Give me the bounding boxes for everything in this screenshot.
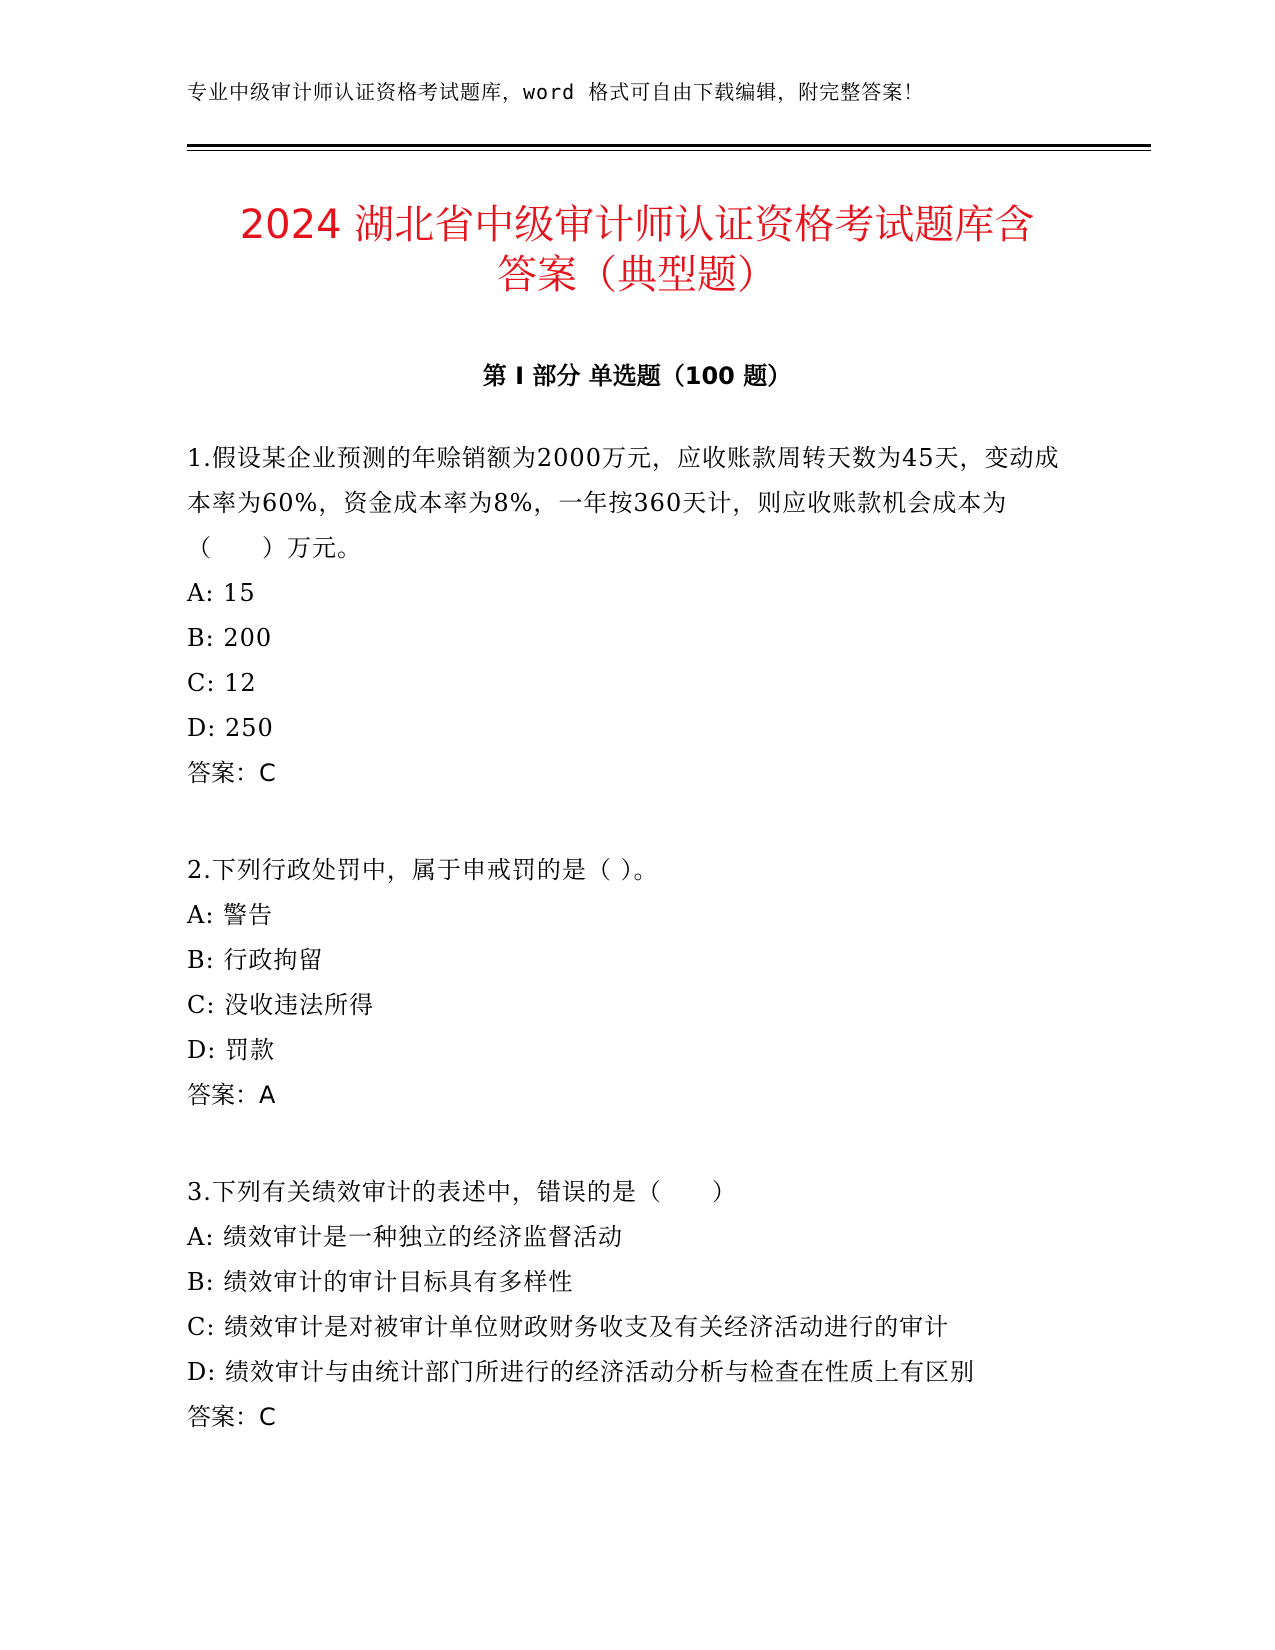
option-c: C: 绩效审计是对被审计单位财政财务收支及有关经济活动进行的审计 <box>187 1313 950 1341</box>
option-d: D: 250 <box>187 714 274 742</box>
option-a: A: 警告 <box>187 901 274 929</box>
option-b: B: 绩效审计的审计目标具有多样性 <box>187 1268 574 1296</box>
header-rule-thin <box>187 150 1151 151</box>
question-1 <box>187 436 1067 796</box>
option-a: A: 绩效审计是一种独立的经济监督活动 <box>187 1223 624 1251</box>
option-a: A: 15 <box>187 579 256 607</box>
option-d: D: 绩效审计与由统计部门所进行的经济活动分析与检查在性质上有区别 <box>187 1358 975 1386</box>
option-c: C: 没收违法所得 <box>187 991 375 1019</box>
question-stem: 2.下列行政处罚中，属于申戒罚的是（ ）。 <box>187 856 659 884</box>
question-list <box>187 436 1067 1492</box>
title-line-1: 2024 湖北省中级审计师认证资格考试题库含 <box>239 202 1035 248</box>
question-2 <box>187 848 1067 1118</box>
section-heading: 第 I 部分 单选题（100 题） <box>482 362 792 390</box>
answer-text: 答案：A <box>187 1081 276 1109</box>
header-note: 专业中级审计师认证资格考试题库，word 格式可自由下载编辑，附完整答案！ <box>187 80 925 104</box>
question-stem: 1.假设某企业预测的年赊销额为2000万元，应收账款周转天数为45天，变动成本率为60%，资金成本率为8%，一年按360天计，则应收账款机会成本为（ ）万元。 <box>187 444 1060 562</box>
title-line-2: 答案（典型题） <box>497 252 777 298</box>
answer-text: 答案：C <box>187 759 276 787</box>
option-d: D: 罚款 <box>187 1036 275 1064</box>
option-c: C: 12 <box>187 669 257 697</box>
document-title <box>187 200 1087 300</box>
option-b: B: 行政拘留 <box>187 946 324 974</box>
question-stem: 3.下列有关绩效审计的表述中，错误的是（ ） <box>187 1178 737 1206</box>
option-b: B: 200 <box>187 624 273 652</box>
header-rule-thick <box>187 144 1151 147</box>
answer-text: 答案：C <box>187 1403 276 1431</box>
question-3 <box>187 1170 1067 1440</box>
